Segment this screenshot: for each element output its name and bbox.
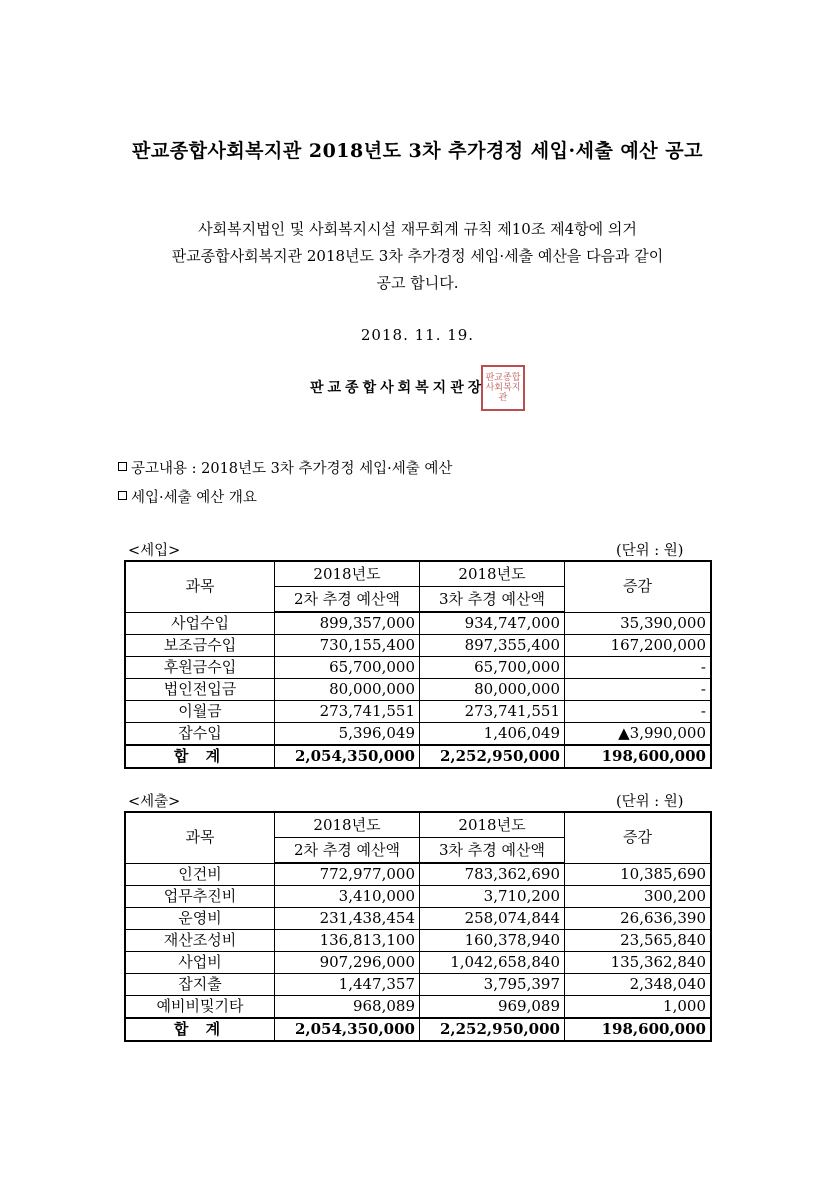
row-change: - — [565, 701, 712, 723]
table-row — [125, 701, 711, 723]
row-change: - — [565, 679, 712, 701]
table-row — [125, 996, 711, 1019]
row-budget3: 969,089 — [420, 996, 565, 1019]
row-change: 167,200,000 — [565, 635, 712, 657]
notice-bullets — [118, 455, 452, 513]
row-change: ▲3,990,000 — [565, 723, 712, 746]
notice-title: 판교종합사회복지관 2018년도 3차 추가경정 세입·세출 예산 공고 — [132, 140, 703, 162]
notice-date: 2018. 11. 19. — [360, 326, 475, 344]
row-subject: 업무추진비 — [125, 886, 275, 908]
row-budget2: 730,155,400 — [275, 635, 420, 657]
total-budget3: 2,252,950,000 — [420, 1018, 565, 1041]
row-budget3: 3,710,200 — [420, 886, 565, 908]
total-label: 합 계 — [125, 1018, 275, 1041]
table-row — [125, 908, 711, 930]
intro-paragraph — [0, 216, 835, 297]
header-subject: 과목 — [125, 812, 275, 863]
row-budget3: 65,700,000 — [420, 657, 565, 679]
row-budget3: 258,074,844 — [420, 908, 565, 930]
intro-line-2: 판교종합사회복지관 2018년도 3차 추가경정 세입·세출 예산을 다음과 같이 — [171, 247, 664, 265]
row-budget2: 1,447,357 — [275, 974, 420, 996]
header-col2-label: 2차 추경 예산액 — [275, 587, 420, 613]
row-budget2: 968,089 — [275, 996, 420, 1019]
row-subject: 잡지출 — [125, 974, 275, 996]
row-subject: 재산조성비 — [125, 930, 275, 952]
square-bullet-icon — [118, 462, 127, 471]
expenditure-table — [124, 811, 712, 1042]
row-budget3: 160,378,940 — [420, 930, 565, 952]
table-row — [125, 974, 711, 996]
row-change: 23,565,840 — [565, 930, 712, 952]
row-budget2: 772,977,000 — [275, 863, 420, 886]
row-budget3: 783,362,690 — [420, 863, 565, 886]
row-budget2: 3,410,000 — [275, 886, 420, 908]
row-budget2: 65,700,000 — [275, 657, 420, 679]
total-change: 198,600,000 — [565, 745, 712, 768]
table-row — [125, 612, 711, 635]
row-change: 1,000 — [565, 996, 712, 1019]
header-col3-year: 2018년도 — [420, 561, 565, 587]
seal-text: 판교종합사회복지관 — [485, 373, 521, 403]
table-row — [125, 886, 711, 908]
total-budget3: 2,252,950,000 — [420, 745, 565, 768]
row-subject: 인건비 — [125, 863, 275, 886]
bullet-item: 세입·세출 예산 개요 — [118, 484, 452, 513]
row-change: 26,636,390 — [565, 908, 712, 930]
table-row — [125, 723, 711, 746]
row-change: 135,362,840 — [565, 952, 712, 974]
row-subject: 운영비 — [125, 908, 275, 930]
row-change: 2,348,040 — [565, 974, 712, 996]
row-budget3: 1,406,049 — [420, 723, 565, 746]
table-row — [125, 930, 711, 952]
table-total-row — [125, 745, 711, 768]
row-change: 35,390,000 — [565, 612, 712, 635]
header-col2-year: 2018년도 — [275, 561, 420, 587]
bullet-item: 공고내용 : 2018년도 3차 추가경정 세입·세출 예산 — [118, 455, 452, 484]
row-budget2: 136,813,100 — [275, 930, 420, 952]
row-budget2: 5,396,049 — [275, 723, 420, 746]
table-total-row — [125, 1018, 711, 1041]
table-header-row — [125, 812, 711, 838]
total-label: 합 계 — [125, 745, 275, 768]
row-subject: 보조금수입 — [125, 635, 275, 657]
row-subject: 사업수입 — [125, 612, 275, 635]
header-col3-label: 3차 추경 예산액 — [420, 838, 565, 864]
expenditure-caption: <세출> — [128, 794, 181, 810]
table-row — [125, 863, 711, 886]
organization-signature: 판교종합사회복지관장 — [310, 380, 486, 396]
header-subject: 과목 — [125, 561, 275, 612]
row-change: - — [565, 657, 712, 679]
header-col3-year: 2018년도 — [420, 812, 565, 838]
intro-line-1: 사회복지법인 및 사회복지시설 재무회계 규칙 제10조 제4항에 의거 — [198, 220, 637, 238]
row-budget2: 907,296,000 — [275, 952, 420, 974]
table-row — [125, 635, 711, 657]
row-change: 300,200 — [565, 886, 712, 908]
header-change: 증감 — [565, 812, 712, 863]
row-subject: 이월금 — [125, 701, 275, 723]
revenue-unit-label: (단위 : 원) — [616, 543, 684, 559]
row-subject: 후원금수입 — [125, 657, 275, 679]
revenue-caption: <세입> — [128, 543, 181, 559]
total-budget2: 2,054,350,000 — [275, 745, 420, 768]
header-col2-year: 2018년도 — [275, 812, 420, 838]
total-budget2: 2,054,350,000 — [275, 1018, 420, 1041]
row-budget3: 273,741,551 — [420, 701, 565, 723]
header-col2-label: 2차 추경 예산액 — [275, 838, 420, 864]
row-budget3: 80,000,000 — [420, 679, 565, 701]
header-change: 증감 — [565, 561, 712, 612]
expenditure-unit-label: (단위 : 원) — [616, 794, 684, 810]
row-subject: 예비비및기타 — [125, 996, 275, 1019]
row-subject: 사업비 — [125, 952, 275, 974]
row-budget2: 273,741,551 — [275, 701, 420, 723]
row-budget3: 897,355,400 — [420, 635, 565, 657]
row-budget2: 80,000,000 — [275, 679, 420, 701]
row-change: 10,385,690 — [565, 863, 712, 886]
row-budget3: 3,795,397 — [420, 974, 565, 996]
header-col3-label: 3차 추경 예산액 — [420, 587, 565, 613]
official-seal-icon — [481, 365, 525, 411]
revenue-table — [124, 560, 712, 769]
row-budget2: 231,438,454 — [275, 908, 420, 930]
row-budget3: 934,747,000 — [420, 612, 565, 635]
row-subject: 잡수입 — [125, 723, 275, 746]
table-row — [125, 952, 711, 974]
row-budget3: 1,042,658,840 — [420, 952, 565, 974]
table-header-row — [125, 561, 711, 587]
table-row — [125, 657, 711, 679]
intro-line-3: 공고 합니다. — [376, 274, 459, 292]
total-change: 198,600,000 — [565, 1018, 712, 1041]
row-budget2: 899,357,000 — [275, 612, 420, 635]
square-bullet-icon — [118, 491, 127, 500]
table-row — [125, 679, 711, 701]
row-subject: 법인전입금 — [125, 679, 275, 701]
